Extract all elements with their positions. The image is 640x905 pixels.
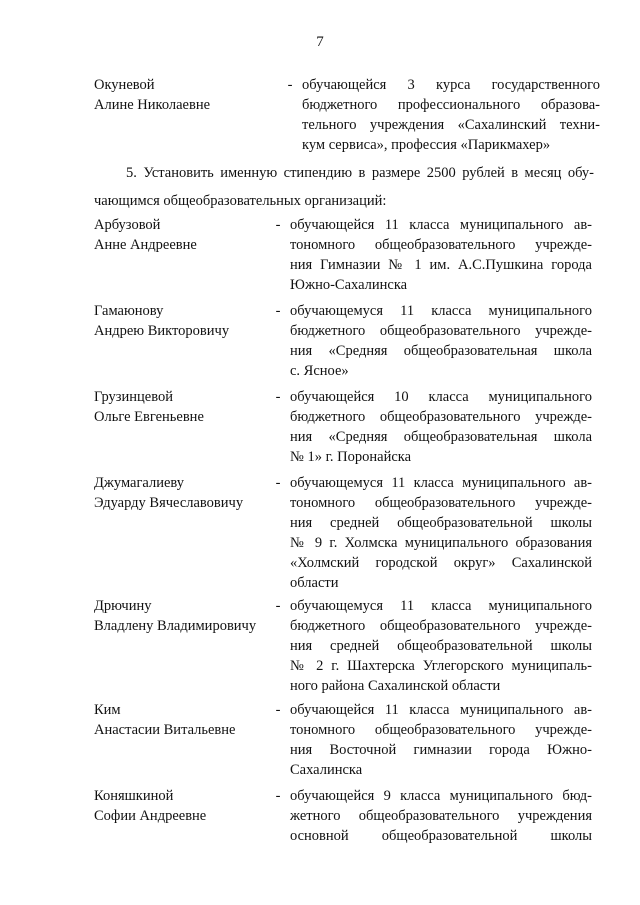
description-line: Сахалинска	[290, 762, 363, 778]
paragraph-5	[94, 163, 594, 211]
entry-dash: -	[275, 702, 281, 718]
entry-dash: -	[275, 475, 281, 491]
description-line: кум сервиса», профессия «Парикмахер»	[302, 137, 551, 153]
description-line: обучающейся 10 класса муниципального	[290, 389, 592, 405]
recipient-name	[94, 700, 274, 740]
description-line: обучающейся 3 курса государственного	[302, 77, 600, 93]
recipient-description	[290, 215, 592, 295]
recipient-surname: Окуневой	[94, 77, 155, 93]
description-line: тельного учреждения «Сахалинский техни-	[302, 117, 600, 133]
recipient-surname: Дрючину	[94, 598, 152, 614]
recipient-surname: Гамаюнову	[94, 303, 164, 319]
description-line: № 9 г. Холмска муниципального образования	[290, 535, 592, 551]
description-line: «Холмский городской округ» Сахалинской	[290, 555, 592, 571]
recipient-description	[290, 596, 592, 696]
recipient-name	[94, 473, 274, 513]
recipient-name	[94, 786, 274, 826]
recipient-surname: Арбузовой	[94, 217, 161, 233]
description-line: № 2 г. Шахтерска Углегорского муниципаль-	[290, 658, 592, 674]
description-line: Южно-Сахалинска	[290, 277, 408, 293]
recipient-surname: Джумагалиеву	[94, 475, 185, 491]
recipient-name	[94, 215, 274, 255]
description-line: бюджетного общеобразовательного учрежде-	[290, 323, 592, 339]
paragraph-line: 5. Установить именную стипендию в размере 2500 рублей в месяц обу-	[126, 165, 594, 181]
description-line: тономного общеобразовательного учрежде-	[290, 495, 592, 511]
description-line: с. Ясное»	[290, 363, 349, 379]
description-line: ния Гимназии № 1 им. А.С.Пушкина города	[290, 257, 592, 273]
recipient-given-name: Эдуарду Вячеславовичу	[94, 495, 244, 511]
recipient-name	[94, 387, 274, 427]
recipient-surname: Коняшкиной	[94, 788, 174, 804]
paragraph-line: чающимся общеобразовательных организаций:	[94, 193, 387, 209]
recipient-surname: Ким	[94, 702, 121, 718]
description-line: тономного общеобразовательного учрежде-	[290, 722, 592, 738]
description-line: жетного общеобразовательного учреждения	[290, 808, 592, 824]
description-line: обучающейся 11 класса муниципального ав-	[290, 702, 592, 718]
description-line: обучающемуся 11 класса муниципального ав-	[290, 475, 592, 491]
recipient-given-name: Ольге Евгеньевне	[94, 409, 204, 425]
recipient-given-name: Алине Николаевне	[94, 97, 211, 113]
recipient-given-name: Владлену Владимировичу	[94, 618, 257, 634]
recipient-name	[94, 301, 274, 341]
recipient-name	[94, 596, 274, 636]
recipient-given-name: Анне Андреевне	[94, 237, 197, 253]
description-line: ного района Сахалинской области	[290, 678, 501, 694]
description-line: ния «Средняя общеобразовательная школа	[290, 429, 592, 445]
entry-dash: -	[287, 77, 293, 93]
recipient-description	[302, 75, 600, 155]
description-line: бюджетного общеобразовательного учрежде-	[290, 409, 592, 425]
recipient-description	[290, 301, 592, 381]
page-number: 7	[316, 34, 324, 50]
description-line: бюджетного общеобразовательного учрежде-	[290, 618, 592, 634]
recipient-surname: Грузинцевой	[94, 389, 173, 405]
description-line: № 1» г. Поронайска	[290, 449, 412, 465]
entry-dash: -	[275, 389, 281, 405]
description-line: основной общеобразовательной школы	[290, 828, 592, 844]
description-line: обучающемуся 11 класса муниципального	[290, 303, 592, 319]
recipient-given-name: Софии Андреевне	[94, 808, 207, 824]
recipient-name	[94, 75, 274, 115]
description-line: обучающейся 11 класса муниципального ав-	[290, 217, 592, 233]
description-line: ния Восточной гимназии города Южно-	[290, 742, 592, 758]
recipient-description	[290, 387, 592, 467]
description-line: обучающейся 9 класса муниципального бюд-	[290, 788, 592, 804]
description-line: тономного общеобразовательного учрежде-	[290, 237, 592, 253]
description-line: ния средней общеобразовательной школы	[290, 638, 592, 654]
recipient-description	[290, 700, 592, 780]
recipient-given-name: Анастасии Витальевне	[94, 722, 236, 738]
description-line: обучающемуся 11 класса муниципального	[290, 598, 592, 614]
recipient-description	[290, 473, 592, 593]
description-line: ния средней общеобразовательной школы	[290, 515, 592, 531]
description-line: ния «Средняя общеобразовательная школа	[290, 343, 592, 359]
entry-dash: -	[275, 788, 281, 804]
recipient-description	[290, 786, 592, 846]
description-line: области	[290, 575, 339, 591]
entry-dash: -	[275, 303, 281, 319]
recipient-given-name: Андрею Викторовичу	[94, 323, 230, 339]
entry-dash: -	[275, 217, 281, 233]
entry-dash: -	[275, 598, 281, 614]
description-line: бюджетного профессионального образова-	[302, 97, 600, 113]
